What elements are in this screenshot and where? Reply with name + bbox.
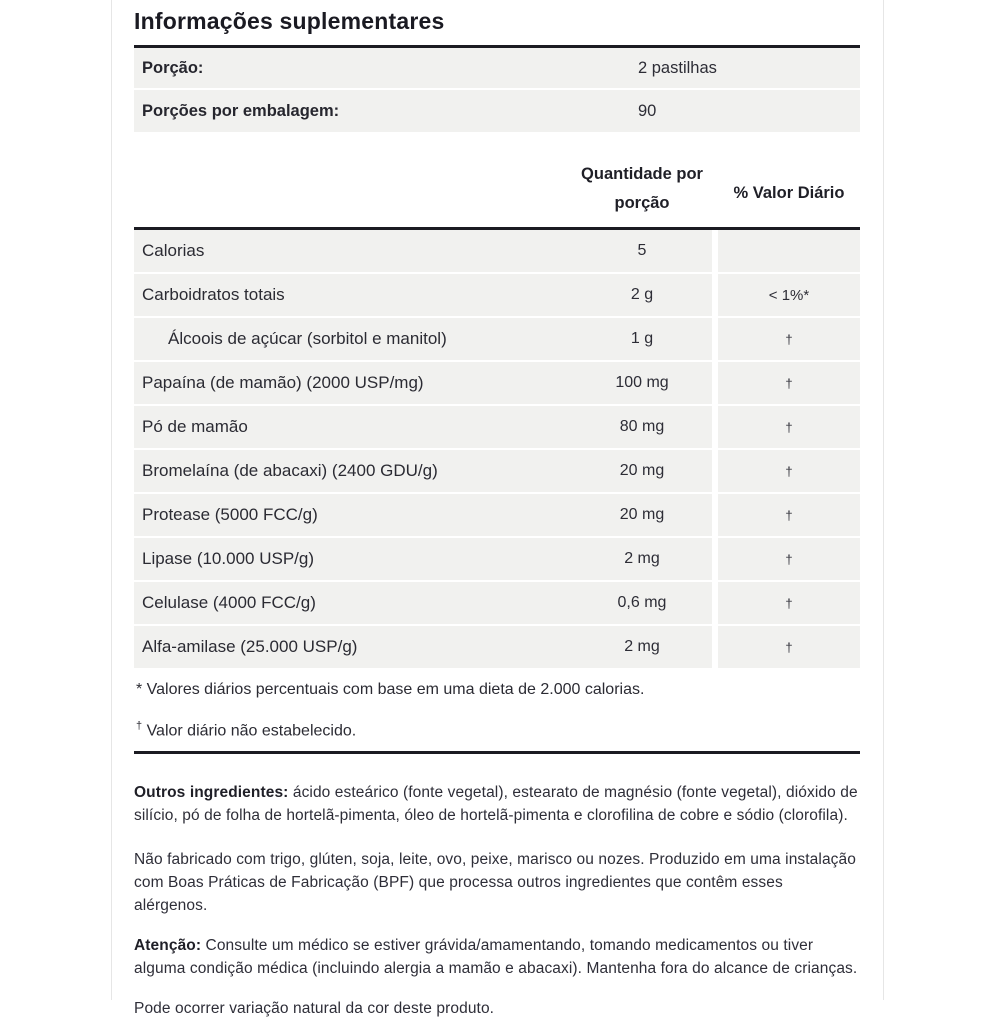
table-row — [134, 450, 860, 492]
daily-value-header: % Valor Diário — [733, 184, 845, 202]
table-row — [134, 318, 860, 360]
serving-size-row — [134, 48, 860, 88]
supplement-facts-card — [111, 0, 884, 1018]
nutrient-label: Protease (5000 FCC/g) — [134, 494, 572, 536]
nutrient-daily-value: † — [718, 582, 860, 624]
allergen-paragraph: Não fabricado com trigo, glúten, soja, leite, ovo, peixe, marisco ou nozes. Produzido em uma instalação com Boas Práticas de Fabricação (BPF) que processa outros ingredientes que contêm esses alérgenos. — [134, 851, 856, 915]
nutrient-label: Alfa-amilase (25.000 USP/g) — [134, 626, 572, 668]
nutrient-amount: 1 g — [572, 318, 712, 360]
nutrient-label: Celulase (4000 FCC/g) — [134, 582, 572, 624]
serving-size-value: 2 pastilhas — [638, 58, 717, 77]
amount-header-line1: Quantidade por — [581, 165, 703, 183]
nutrient-label: Bromelaína (de abacaxi) (2400 GDU/g) — [134, 450, 572, 492]
table-row — [134, 274, 860, 316]
nutrient-amount: 80 mg — [572, 406, 712, 448]
table-row — [134, 494, 860, 536]
nutrient-label: Calorias — [134, 230, 572, 272]
footnote-daily-values: * Valores diários percentuais com base em uma dieta de 2.000 calorias. — [136, 681, 645, 698]
nutrient-daily-value: † — [718, 450, 860, 492]
warning-label: Atenção: — [134, 937, 202, 955]
nutrient-daily-value: † — [718, 362, 860, 404]
servings-per-container-row — [134, 90, 860, 132]
warning-paragraph — [134, 934, 860, 980]
other-ingredients-paragraph — [134, 781, 860, 827]
color-variation-note: Pode ocorrer variação natural da cor deste produto. — [134, 1000, 495, 1018]
nutrient-amount: 100 mg — [572, 362, 712, 404]
nutrient-amount: 2 mg — [572, 538, 712, 580]
nutrient-amount: 2 mg — [572, 626, 712, 668]
table-row — [134, 626, 860, 668]
serving-size-label: Porção: — [142, 58, 204, 77]
table-header-row — [134, 132, 860, 227]
nutrient-amount: 20 mg — [572, 450, 712, 492]
nutrient-amount: 20 mg — [572, 494, 712, 536]
nutrient-amount: 0,6 mg — [572, 582, 712, 624]
nutrient-daily-value — [718, 230, 860, 272]
footnote-daily-value-not-established — [134, 720, 860, 740]
table-row — [134, 538, 860, 580]
nutrient-label: Lipase (10.000 USP/g) — [134, 538, 572, 580]
supplement-facts-content — [112, 0, 885, 1020]
other-ingredients-text: ácido esteárico (fonte vegetal), estearato de magnésio (fonte vegetal), dióxido de silício, pó de folha de hortelã-pimenta, óleo de hortelã-pimenta e clorofilina de cobre e sódio (clorofila). — [134, 784, 858, 825]
table-row — [134, 582, 860, 624]
nutrient-daily-value: † — [718, 318, 860, 360]
nutrient-label: Pó de mamão — [134, 406, 572, 448]
nutrient-label: Carboidratos totais — [134, 274, 572, 316]
nutrient-daily-value: † — [718, 626, 860, 668]
nutrient-amount: 2 g — [572, 274, 712, 316]
table-row — [134, 406, 860, 448]
bottom-divider — [134, 751, 860, 754]
servings-per-container-label: Porções por embalagem: — [142, 101, 340, 120]
nutrient-daily-value: † — [718, 406, 860, 448]
other-ingredients-label: Outros ingredientes: — [134, 784, 289, 802]
warning-text: Consulte um médico se estiver grávida/amamentando, tomando medicamentos ou tiver alguma condição médica (incluindo alergia a mamão e abacaxi). Mantenha fora do alcance de crianças. — [134, 937, 858, 978]
dagger-symbol: † — [136, 720, 143, 732]
nutrient-daily-value: † — [718, 538, 860, 580]
table-row — [134, 230, 860, 272]
amount-per-serving-header — [572, 160, 712, 218]
amount-header-line2: porção — [614, 194, 670, 212]
nutrient-daily-value: < 1%* — [718, 274, 860, 316]
nutrient-label: Papaína (de mamão) (2000 USP/mg) — [134, 362, 572, 404]
table-row — [134, 362, 860, 404]
nutrient-amount: 5 — [572, 230, 712, 272]
nutrient-label: Álcoois de açúcar (sorbitol e manitol) — [134, 318, 572, 360]
nutrient-daily-value: † — [718, 494, 860, 536]
page-title: Informações suplementares — [134, 8, 445, 34]
footnote-dagger-text: Valor diário não estabelecido. — [142, 722, 357, 740]
servings-per-container-value: 90 — [638, 101, 657, 120]
